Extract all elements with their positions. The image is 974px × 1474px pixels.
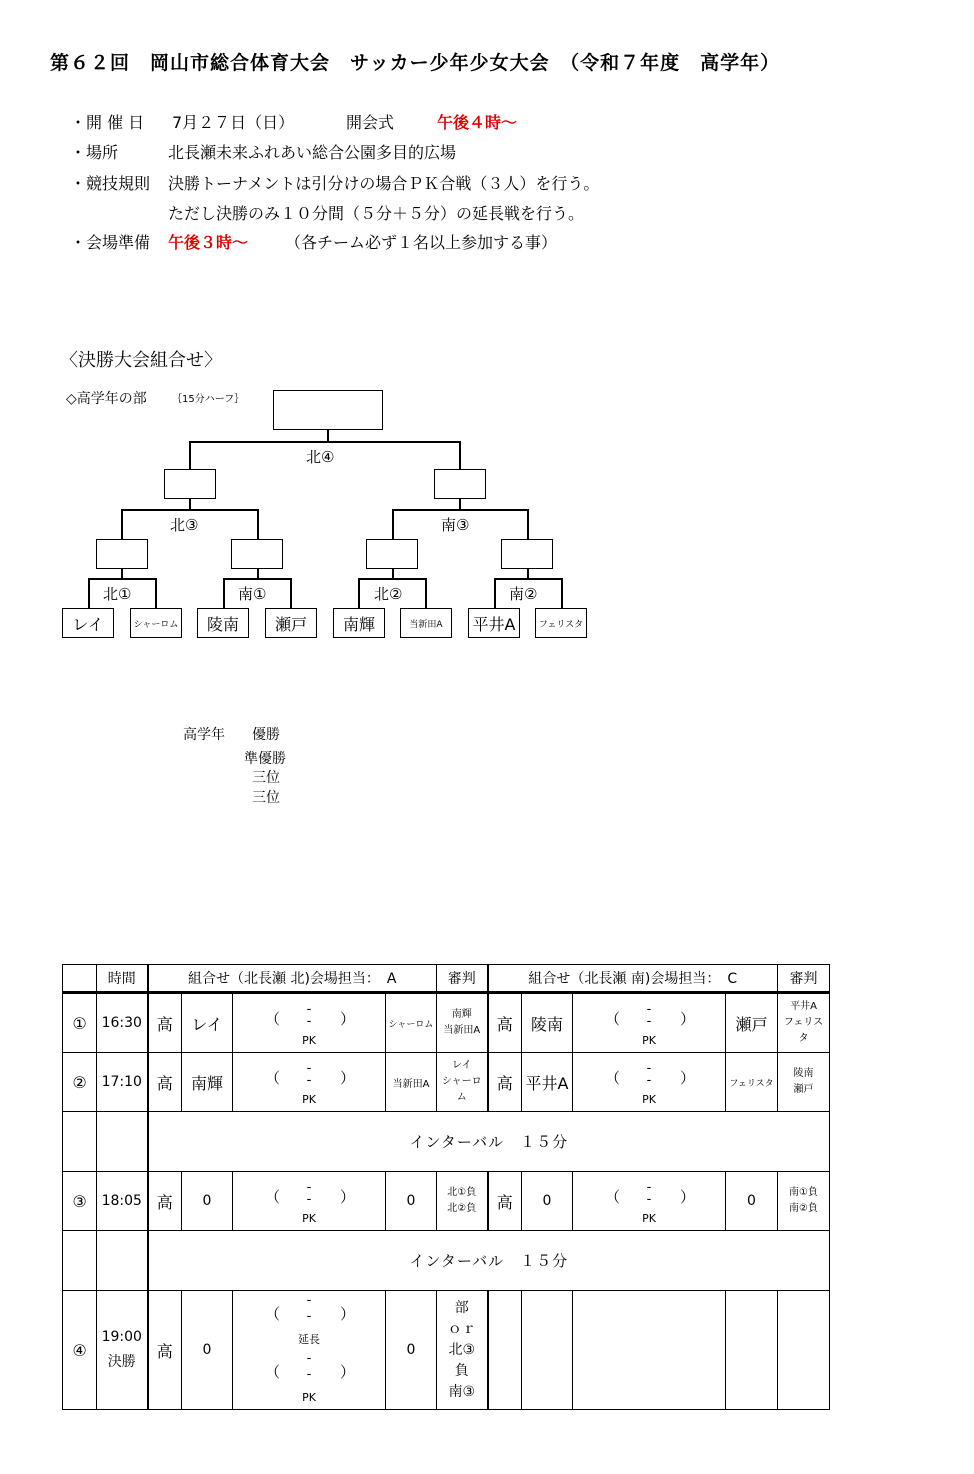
home-team: 平井A [522,1053,573,1112]
match-time-cell [97,1291,148,1410]
round-r1-3: 北② [374,585,403,603]
away-team: フェリスタ [726,1053,778,1112]
referee-cell: 平井A フェリス タ [778,993,830,1053]
interval-row [63,1112,830,1172]
table-row [63,1053,830,1112]
match-time: 16:30 [97,993,148,1053]
venue-label: ・場所 [70,143,119,162]
interval-label: インターバル １５分 [148,1231,830,1291]
page-title: 第６２回 岡山市総合体育大会 サッカー少年少女大会 （令和７年度 高学年） [50,52,781,74]
division-cell: 高 [148,1053,182,1112]
match-no: ① [63,993,97,1053]
away-team: 0 [726,1172,778,1231]
round-final: 北④ [306,448,335,466]
team-box: 平井A [468,608,520,638]
header-ref: 審判 [437,965,488,993]
match-time: 17:10 [97,1053,148,1112]
score-cell: （ ） - - PK [573,1053,726,1112]
half-length: ｛15分ハーフ｝ [172,394,245,405]
qf-box-3 [366,539,418,569]
match-no: ④ [63,1291,97,1410]
team-box: 南輝 [333,608,385,638]
table-header-row [63,965,830,993]
referee-cell: 部 ｏｒ 北③ 負 南③ [437,1291,488,1410]
champion-box [273,390,383,430]
qf-box-2 [231,539,283,569]
results-third-2: 三位 [252,790,280,806]
team-box: レイ [62,608,114,638]
division-cell: 高 [488,1172,522,1231]
prep-label: ・会場準備 [70,233,151,252]
results-runner-up: 準優勝 [244,751,286,767]
round-r1-4: 南② [509,585,538,603]
results-winner: 優勝 [252,727,280,743]
away-team: シャーロム [386,993,437,1053]
qf-box-1 [96,539,148,569]
rules-line2: ただし決勝のみ１０分間（５分＋５分）の延長戦を行う。 [168,204,585,223]
ceremony-time: 午後４時～ [437,113,518,132]
team-box: 陵南 [197,608,249,638]
score-cell: （ ） - - PK [573,1172,726,1231]
date-label: ・開 催 日 [70,113,145,132]
team-box: 瀬戸 [265,608,317,638]
home-team: 0 [182,1172,233,1231]
round-r1-1: 北① [103,585,132,603]
match-time: 18:05 [97,1172,148,1231]
prep-note: （各チーム必ず１名以上参加する事） [285,233,558,252]
away-team: 当新田A [386,1053,437,1112]
away-team: 瀬戸 [726,993,778,1053]
division-cell: 高 [488,993,522,1053]
qf-box-4 [501,539,553,569]
home-team: 0 [182,1291,233,1410]
interval-label: インターバル １５分 [148,1112,830,1172]
header-court-a: 組合せ（北長瀬 北)会場担当： A [148,965,437,993]
header-ref-2: 審判 [778,965,830,993]
division-title: ◇高学年の部 [66,391,147,407]
semi-right-box [434,469,486,499]
round-semi-right: 南③ [441,516,470,534]
date-value: 7月２７日（日） [172,113,295,132]
score-cell: （ ） - - 延長 （ ） - - PK [233,1291,386,1410]
header-court-c: 組合せ（北長瀬 南)会場担当： C [488,965,778,993]
schedule-table [62,964,830,1410]
section-title: 〈決勝大会組合せ〉 [60,350,222,371]
division-cell: 高 [488,1053,522,1112]
rules-label: ・競技規則 [70,174,151,193]
home-team: 南輝 [182,1053,233,1112]
referee-cell: 南①負 南②負 [778,1172,830,1231]
home-team: レイ [182,993,233,1053]
ceremony-label: 開会式 [346,113,395,132]
score-cell: （ ） - - PK [233,1053,386,1112]
rules-line1: 決勝トーナメントは引分けの場合ＰＫ合戦（３人）を行う。 [168,174,600,193]
prep-time: 午後３時～ [168,233,249,252]
table-row [63,1172,830,1231]
division-cell: 高 [148,993,182,1053]
referee-cell: 北①負 北②負 [437,1172,488,1231]
results-division: 高学年 [183,727,225,743]
score-cell: （ ） - - PK [233,1172,386,1231]
team-box: シャーロム [130,608,182,638]
header-time: 時間 [97,965,148,993]
results-third-1: 三位 [252,770,280,786]
away-team: 0 [386,1291,437,1410]
match-time: 19:00 [101,1329,142,1345]
team-box: 当新田A [400,608,452,638]
referee-cell: 陵南 瀬戸 [778,1053,830,1112]
match-stage: 決勝 [107,1354,136,1370]
division-cell: 高 [148,1172,182,1231]
division-cell: 高 [148,1291,182,1410]
score-cell: （ ） - - PK [573,993,726,1053]
round-semi-left: 北③ [170,516,199,534]
team-box: フェリスタ [535,608,587,638]
venue-value: 北長瀬未来ふれあい総合公園多目的広場 [168,143,457,162]
referee-cell: レイ シャーロ ム [437,1053,488,1112]
round-r1-2: 南① [238,585,267,603]
match-no: ② [63,1053,97,1112]
interval-row [63,1231,830,1291]
home-team: 0 [522,1172,573,1231]
away-team: 0 [386,1172,437,1231]
score-cell: （ ） - - PK [233,993,386,1053]
table-row [63,993,830,1053]
home-team: 陵南 [522,993,573,1053]
table-row [63,1291,830,1410]
semi-left-box [164,469,216,499]
match-no: ③ [63,1172,97,1231]
referee-cell: 南輝 当新田A [437,993,488,1053]
